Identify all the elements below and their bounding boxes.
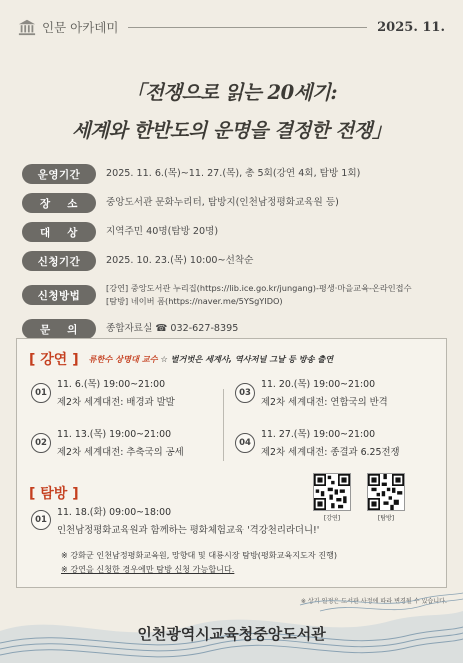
lecture-header (29, 349, 333, 369)
lecture-date: 11. 6.(목) 19:00~21:00 (57, 379, 166, 390)
lecture-date: 11. 20.(목) 19:00~21:00 (261, 379, 376, 390)
lecture-number: 04 (235, 433, 255, 453)
lecture-heading: [ 강연 ] (29, 352, 79, 368)
trip-qr-code[interactable] (367, 473, 405, 511)
lecture-date: 11. 13.(목) 19:00~21:00 (57, 429, 172, 440)
lecture-topic: 제2차 세계대전: 연합국의 반격 (261, 397, 388, 408)
lecture-topic: 제2차 세계대전: 추축국의 공세 (57, 447, 184, 458)
info-row-apply-method (22, 278, 447, 312)
info-value: 2025. 11. 6.(목)~11. 27.(목), 총 5회(강연 4회, 탐방 1회) (106, 168, 361, 179)
info-label: 운영기간 (22, 164, 96, 184)
temple-icon (18, 18, 36, 36)
lecture-number: 02 (31, 433, 51, 453)
speaker-name: 류한수 상명대 교수 (88, 353, 158, 364)
trip-desc: 인천남정평화교육원과 함께하는 평화체험교육 '격강천리라더니!' (57, 525, 320, 536)
trip-note-underlined: ※ 강연을 신청한 경우에만 탐방 신청 가능합니다. (61, 564, 235, 574)
lecture-topic: 제2차 세계대전: 종결과 6.25전쟁 (261, 447, 400, 458)
trip-date: 11. 18.(화) 09:00~18:00 (57, 507, 172, 518)
title-line-1: 「전쟁으로 읽는 20세기: (125, 81, 338, 104)
lecture-speaker (89, 354, 334, 365)
header-bar (18, 12, 445, 42)
lecture-qr-caption: [강연] (323, 515, 341, 522)
info-table (22, 162, 447, 346)
info-row-place (22, 191, 447, 215)
trip-header (29, 483, 79, 503)
lecture-item (31, 377, 175, 410)
info-value: 종합자료실 ☎ 032-627-8395 (106, 323, 239, 334)
info-row-target (22, 220, 447, 244)
lecture-item (31, 427, 184, 460)
speaker-desc: 벌거벗은 세계사, 역사저널 그날 등 방송 출연 (170, 353, 334, 364)
lecture-number: 03 (235, 383, 255, 403)
lecture-number: 01 (31, 383, 51, 403)
info-value: 중앙도서관 문화누리터, 탐방지(인천남정평화교육원 등) (106, 197, 339, 208)
info-value: 2025. 10. 23.(목) 10:00~선착순 (106, 255, 254, 266)
program-box (16, 338, 447, 588)
info-row-apply-period (22, 249, 447, 273)
apply-lecture-link[interactable]: [강연] 중앙도서관 누리집(https://lib.ice.go.kr/jungang)-평생·마을교육-온라인접수 (106, 283, 412, 293)
info-value: 지역주민 40명(탐방 20명) (106, 226, 219, 237)
info-value (106, 282, 411, 308)
lecture-item (235, 377, 388, 410)
info-label: 신청방법 (22, 285, 96, 305)
trip-note: ※ 강화군 인천남정평화교육원, 망향대 및 대룡시장 탐방(평화교육지도자 진행) (61, 550, 338, 560)
trip-item (31, 505, 319, 538)
info-label: 문 의 (22, 319, 96, 339)
star-icon: ☆ (160, 353, 168, 364)
page-title (0, 74, 463, 150)
column-divider (223, 389, 224, 461)
info-label: 장 소 (22, 193, 96, 213)
issue-date: 2025. 11. (377, 19, 445, 35)
info-label: 신청기간 (22, 251, 96, 271)
info-label: 대 상 (22, 222, 96, 242)
schedule-change-note: ※ 상기 일정은 도서관 사정에 따라 변경될 수 있습니다. (300, 598, 447, 605)
apply-trip-link[interactable]: [탐방] 네이버 폼(https://naver.me/5YSgYIDO) (106, 296, 283, 306)
trip-heading: [ 탐방 ] (29, 486, 79, 502)
lecture-date: 11. 27.(목) 19:00~21:00 (261, 429, 376, 440)
title-line-2: 세계와 한반도의 운명을 결정한 전쟁」 (71, 119, 392, 142)
trip-qr-caption: [탐방] (377, 515, 395, 522)
lecture-topic: 제2차 세계대전: 배경과 발발 (57, 397, 175, 408)
lecture-item (235, 427, 400, 460)
organization-name: 인천광역시교육청중앙도서관 (137, 625, 326, 643)
header-divider (128, 27, 367, 28)
info-row-period (22, 162, 447, 186)
trip-number: 01 (31, 510, 51, 530)
academy-label: 인문 아카데미 (42, 20, 119, 35)
